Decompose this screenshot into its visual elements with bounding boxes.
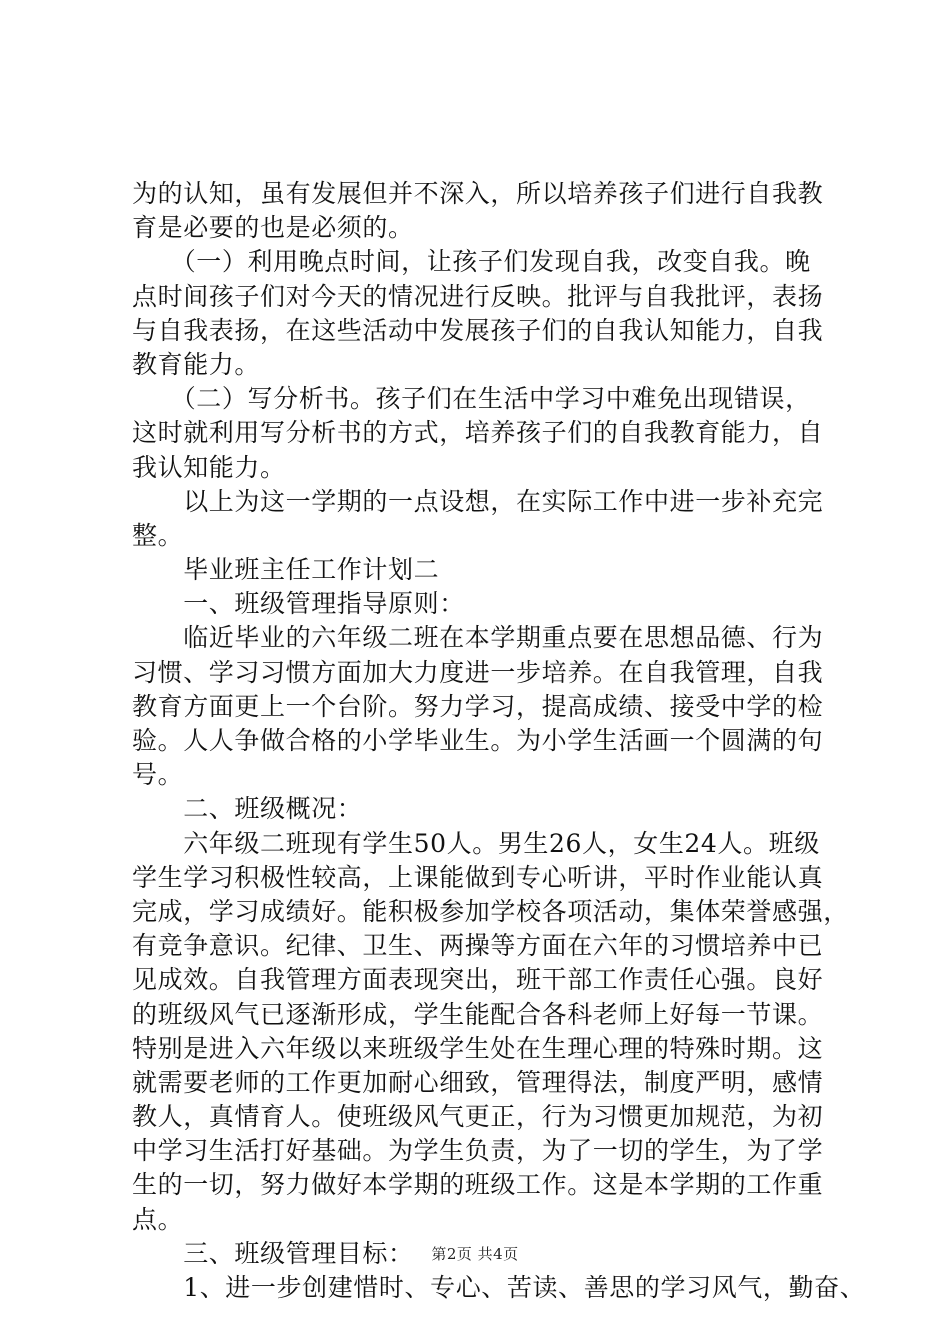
text-line: （一）利用晚点时间，让孩子们发现自我，改变自我。晚	[132, 247, 811, 277]
text-line: 验。人人争做合格的小学毕业生。为小学生活画一个圆满的句	[132, 726, 824, 755]
text-line: 特别是进入六年级以来班级学生处在生理心理的特殊时期。这	[132, 1033, 824, 1063]
text-line: 整。	[132, 520, 184, 550]
text-line: 学生学习积极性较高，上课能做到专心听讲，平时作业能认真	[132, 862, 824, 892]
text-line: 生的一切，努力做好本学期的班级工作。这是本学期的工作重	[132, 1170, 824, 1200]
text-line: 教人，真情育人。使班级风气更正，行为习惯更加规范，为初	[132, 1102, 824, 1132]
text-line: 就需要老师的工作更加耐心细致，管理得法，制度严明，感情	[132, 1067, 824, 1097]
text-line: 完成，学习成绩好。能积极参加学校各项活动，集体荣誉感强，	[132, 896, 849, 926]
text-line: 点时间孩子们对今天的情况进行反映。批评与自我批评，表扬	[132, 281, 824, 311]
text-line: 中学习生活打好基础。为学生负责，为了一切的学生，为了学	[132, 1136, 824, 1166]
text-line: 1、进一步创建惜时、专心、苦读、善思的学习风气，勤奋、	[132, 1273, 866, 1302]
text-line: 与自我表扬，在这些活动中发展孩子们的自我认知能力，自我	[132, 315, 824, 345]
document-body	[132, 177, 866, 1305]
text-line: 育是必要的也是必须的。	[132, 213, 414, 243]
text-line: 习惯、学习习惯方面加大力度进一步培养。在自我管理，自我	[132, 657, 824, 687]
text-line: 号。	[132, 760, 184, 790]
text-line: 点。	[132, 1204, 184, 1234]
text-line: 有竞争意识。纪律、卫生、两操等方面在六年的习惯培养中已	[132, 931, 824, 961]
page-number-footer: 第2页 共4页	[431, 1245, 519, 1263]
section-title: 毕业班主任工作计划二	[132, 555, 440, 585]
text-line: 教育方面更上一个台阶。努力学习，提高成绩、接受中学的检	[132, 691, 824, 721]
text-line: 六年级二班现有学生50人。男生26人，女生24人。班级	[132, 828, 820, 858]
section-heading: 一、班级管理指导原则：	[132, 589, 465, 619]
section-heading: 二、班级概况：	[132, 794, 363, 824]
text-line: 以上为这一学期的一点设想，在实际工作中进一步补充完	[132, 486, 824, 516]
text-line: 为的认知，虽有发展但并不深入，所以培养孩子们进行自我教	[132, 179, 824, 208]
text-line: 见成效。自我管理方面表现突出，班干部工作责任心强。良好	[132, 965, 824, 995]
section-heading: 三、班级管理目标：	[132, 1238, 414, 1268]
text-line: 我认知能力。	[132, 452, 286, 482]
text-line: （二）写分析书。孩子们在生活中学习中难免出现错误，	[132, 384, 811, 414]
text-line: 这时就利用写分析书的方式，培养孩子们的自我教育能力，自	[132, 418, 824, 448]
text-line: 临近毕业的六年级二班在本学期重点要在思想品德、行为	[132, 623, 824, 653]
text-line: 教育能力。	[132, 349, 261, 379]
text-line: 的班级风气已逐渐形成，学生能配合各科老师上好每一节课。	[132, 999, 824, 1029]
